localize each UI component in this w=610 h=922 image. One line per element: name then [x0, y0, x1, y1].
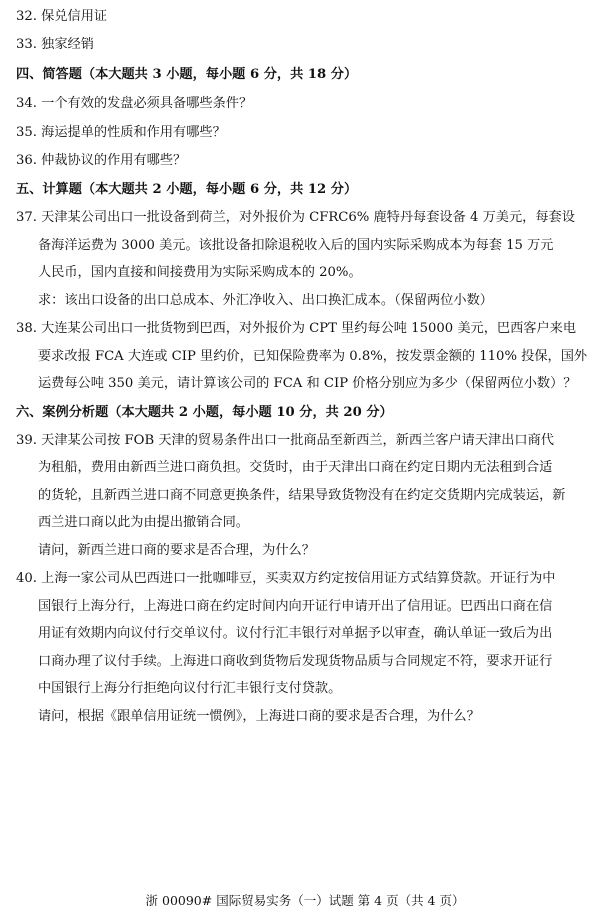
question-38-line: 要求改报 FCA 大连或 CIP 里约价，已知保险费率为 0.8%，按发票金额的 110% 投保，国外 [38, 349, 588, 364]
question-36: 36. 仲裁协议的作用有哪些？ [16, 153, 187, 168]
question-40-line: 请问，根据《跟单信用证统一惯例》，上海进口商的要求是否合理，为什么？ [38, 709, 480, 724]
question-38-line: 38. 大连某公司出口一批货物到巴西，对外报价为 CPT 里约每公吨 15000 美元，巴西客户来电 [16, 321, 577, 336]
question-37-line: 37. 天津某公司出口一批设备到荷兰，对外报价为 CFRC6% 鹿特丹每套设备 4 万美元，每套设 [16, 210, 575, 225]
question-39-line: 西兰进口商以此为由提出撤销合同。 [38, 515, 249, 530]
question-40-line: 40. 上海一家公司从巴西进口一批咖啡豆，买卖双方约定按信用证方式结算贷款。开证行为中 [16, 571, 556, 586]
question-34: 34. 一个有效的发盘必须具备哪些条件？ [16, 96, 253, 111]
question-39-line: 的货轮，且新西兰进口商不同意更换条件，结果导致货物没有在约定交货期内完成装运，新 [38, 488, 566, 503]
question-40-line: 口商办理了议付手续。上海进口商收到货物后发现货物品质与合同规定不符，要求开证行 [38, 654, 553, 669]
question-39-line: 为租船，费用由新西兰进口商负担。交货时，由于天津出口商在约定日期内无法租到合适 [38, 460, 553, 475]
question-40-line: 用证有效期内向议付行交单议付。议付行汇丰银行对单据予以审查，确认单证一致后为出 [38, 626, 553, 641]
section-case-analysis: 六、案例分析题（本大题共 2 小题，每小题 10 分，共 20 分） [16, 405, 393, 420]
question-37-line: 备海洋运费为 3000 美元。该批设备扣除退税收入后的国内实际采购成本为每套 15 万元 [38, 238, 554, 253]
question-39-line: 39. 天津某公司按 FOB 天津的贸易条件出口一批商品至新西兰，新西兰客户请天津出口商代 [16, 433, 554, 448]
question-39-line: 请问，新西兰进口商的要求是否合理，为什么？ [38, 543, 315, 558]
question-35: 35. 海运提单的性质和作用有哪些？ [16, 125, 226, 140]
section-short-answer: 四、简答题（本大题共 3 小题，每小题 6 分，共 18 分） [16, 67, 358, 82]
question-33: 33. 独家经销 [16, 37, 94, 52]
question-40-line: 国银行上海分行，上海进口商在约定时间内向开证行申请开出了信用证。巴西出口商在信 [38, 599, 553, 614]
question-40-line: 中国银行上海分行拒绝向议付行汇丰银行支付贷款。 [38, 681, 342, 696]
question-32: 32. 保兑信用证 [16, 9, 108, 24]
section-calculation: 五、计算题（本大题共 2 小题，每小题 6 分，共 12 分） [16, 182, 358, 197]
question-37-line: 人民币，国内直接和间接费用为实际采购成本的 20%。 [38, 265, 362, 280]
question-37-line: 求：该出口设备的出口总成本、外汇净收入、出口换汇成本。（保留两位小数） [38, 293, 493, 308]
question-38-line: 运费每公吨 350 美元，请计算该公司的 FCA 和 CIP 价格分别应为多少（保留两位小数）？ [38, 376, 577, 391]
page-footer: 浙 00090# 国际贸易实务（一）试题 第 4 页（共 4 页） [145, 893, 465, 908]
